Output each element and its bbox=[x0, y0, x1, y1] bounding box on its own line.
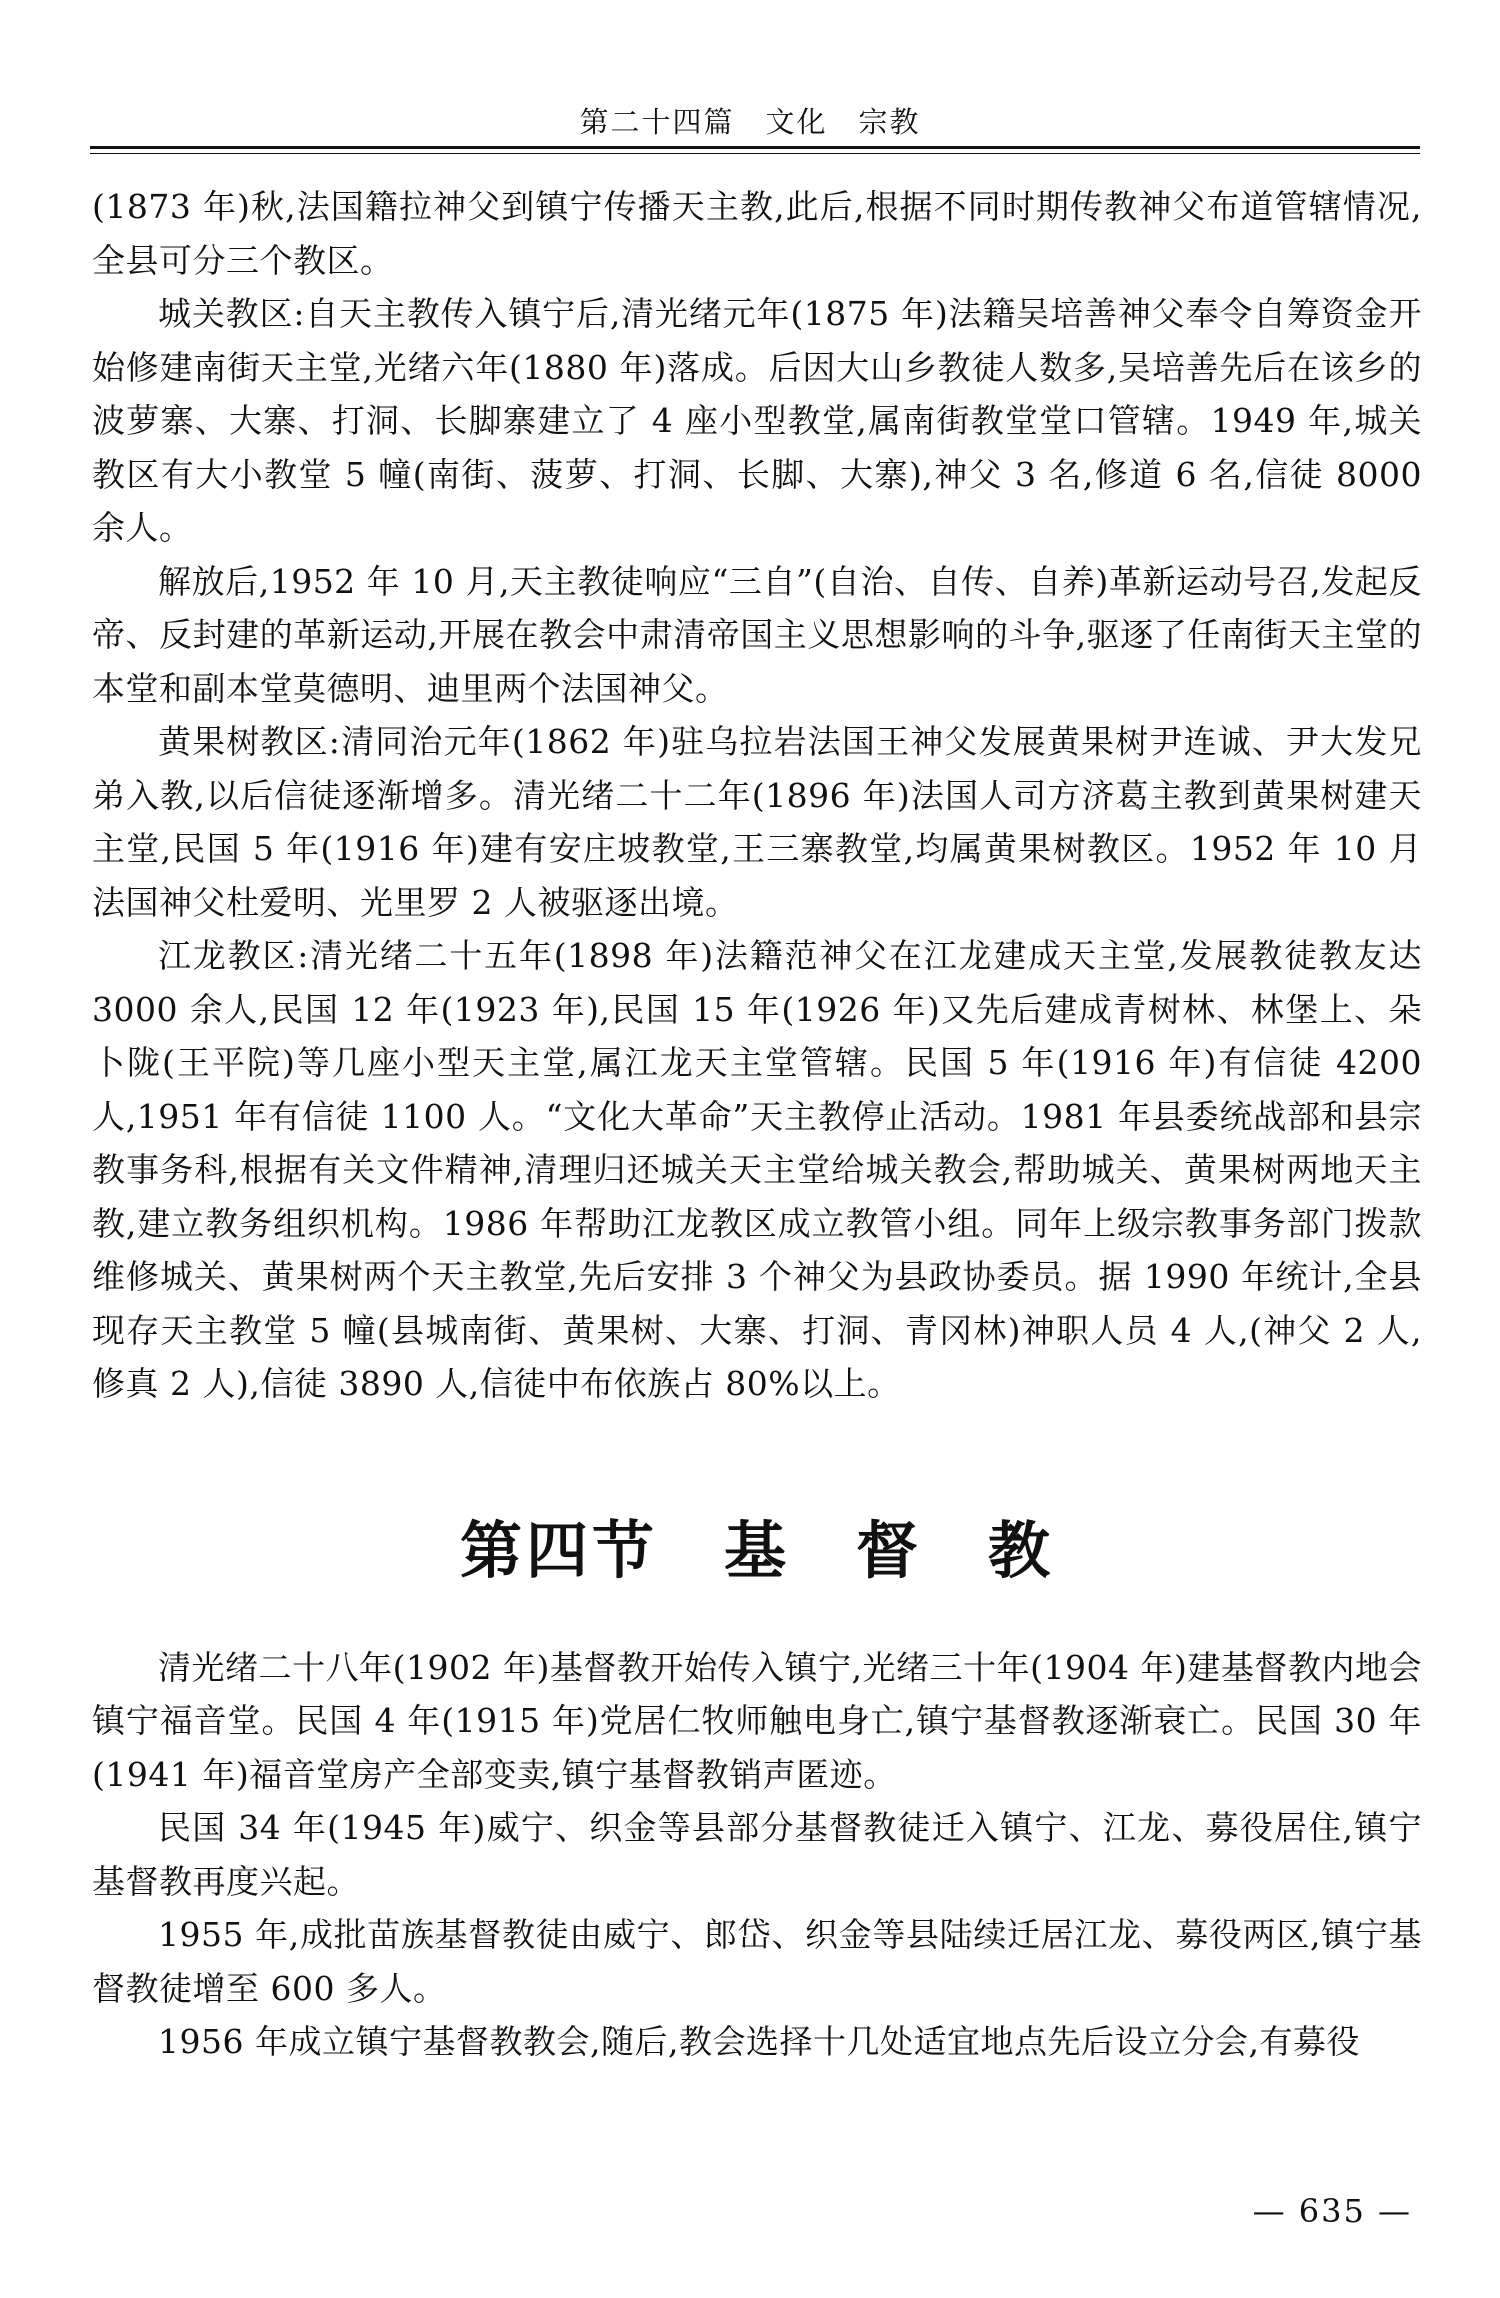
paragraph: 民国 34 年(1945 年)威宁、织金等县部分基督教徒迁入镇宁、江龙、募役居住,镇宁基督教再度兴起。 bbox=[92, 1808, 1422, 1901]
section-title: 第四节 基 督 教 bbox=[459, 1513, 1054, 1587]
page-number: — 635 — bbox=[1252, 2192, 1412, 2230]
paragraph: 1955 年,成批苗族基督教徒由威宁、郎岱、织金等县陆续迁居江龙、募役两区,镇宁基督教徒增至 600 多人。 bbox=[92, 1915, 1422, 2008]
paragraph: 城关教区:自天主教传入镇宁后,清光绪元年(1875 年)法籍吴培善神父奉令自筹资金开始修建南街天主堂,光绪六年(1880 年)落成。后因大山乡教徒人数多,吴培善先后在该乡的波萝寨、大寨、打洞、长脚寨建立了 4 座小型教堂,属南街教堂堂口管辖。1949 年,城关教区有大小教堂 5 幢(南街、菠萝、打洞、长脚、大寨),神父 3 名,修道 6 名,信徒 8000 余人。 bbox=[92, 294, 1422, 547]
body-text bbox=[92, 180, 1422, 2069]
paragraph: 解放后,1952 年 10 月,天主教徒响应“三自”(自治、自传、自养)革新运动号召,发起反帝、反封建的革新运动,开展在教会中肃清帝国主义思想影响的斗争,驱逐了任南街天主堂的本堂和副本堂莫德明、迪里两个法国神父。 bbox=[92, 561, 1422, 708]
paragraph: 1956 年成立镇宁基督教教会,随后,教会选择十几处适宜地点先后设立分会,有募役 bbox=[158, 2022, 1360, 2061]
paragraph: 清光绪二十八年(1902 年)基督教开始传入镇宁,光绪三十年(1904 年)建基督教内地会镇宁福音堂。民国 4 年(1915 年)党居仁牧师触电身亡,镇宁基督教逐渐衰亡。民国 30 年(1941 年)福音堂房产全部变卖,镇宁基督教销声匿迹。 bbox=[92, 1647, 1422, 1794]
paragraph: 江龙教区:清光绪二十五年(1898 年)法籍范神父在江龙建成天主堂,发展教徒教友达 3000 余人,民国 12 年(1923 年),民国 15 年(1926 年)又先后建成青树林、林堡上、朵卜陇(王平院)等几座小型天主堂,属江龙天主堂管辖。民国 5 年(1916 年)有信徒 4200 人,1951 年有信徒 1100 人。“文化大革命”天主教停止活动。1981 年县委统战部和县宗教事务科,根据有关文件精神,清理归还城关天主堂给城关教会,帮助城关、黄果树两地天主教,建立教务组织机构。1986 年帮助江龙教区成立教管小组。同年上级宗教事务部门拨款维修城关、黄果树两个天主教堂,先后安排 3 个神父为县政协委员。据 1990 年统计,全县现存天主教堂 5 幢(县城南街、黄果树、大寨、打洞、青冈林)神职人员 4 人,(神父 2 人,修真 2 人),信徒 3890 人,信徒中布依族占 80%以上。 bbox=[92, 936, 1422, 1403]
header-rule-thin bbox=[90, 153, 1420, 154]
header-rule bbox=[90, 146, 1420, 149]
paragraph: (1873 年)秋,法国籍拉神父到镇宁传播天主教,此后,根据不同时期传教神父布道管辖情况,全县可分三个教区。 bbox=[92, 187, 1422, 280]
running-header: 第二十四篇 文化 宗教 bbox=[579, 105, 921, 139]
paragraph: 黄果树教区:清同治元年(1862 年)驻乌拉岩法国王神父发展黄果树尹连诚、尹大发兄弟入教,以后信徒逐渐增多。清光绪二十二年(1896 年)法国人司方济葛主教到黄果树建天主堂,民国 5 年(1916 年)建有安庄坡教堂,王三寨教堂,均属黄果树教区。1952 年 10 月法国神父杜爱明、光里罗 2 人被驱逐出境。 bbox=[92, 722, 1422, 922]
